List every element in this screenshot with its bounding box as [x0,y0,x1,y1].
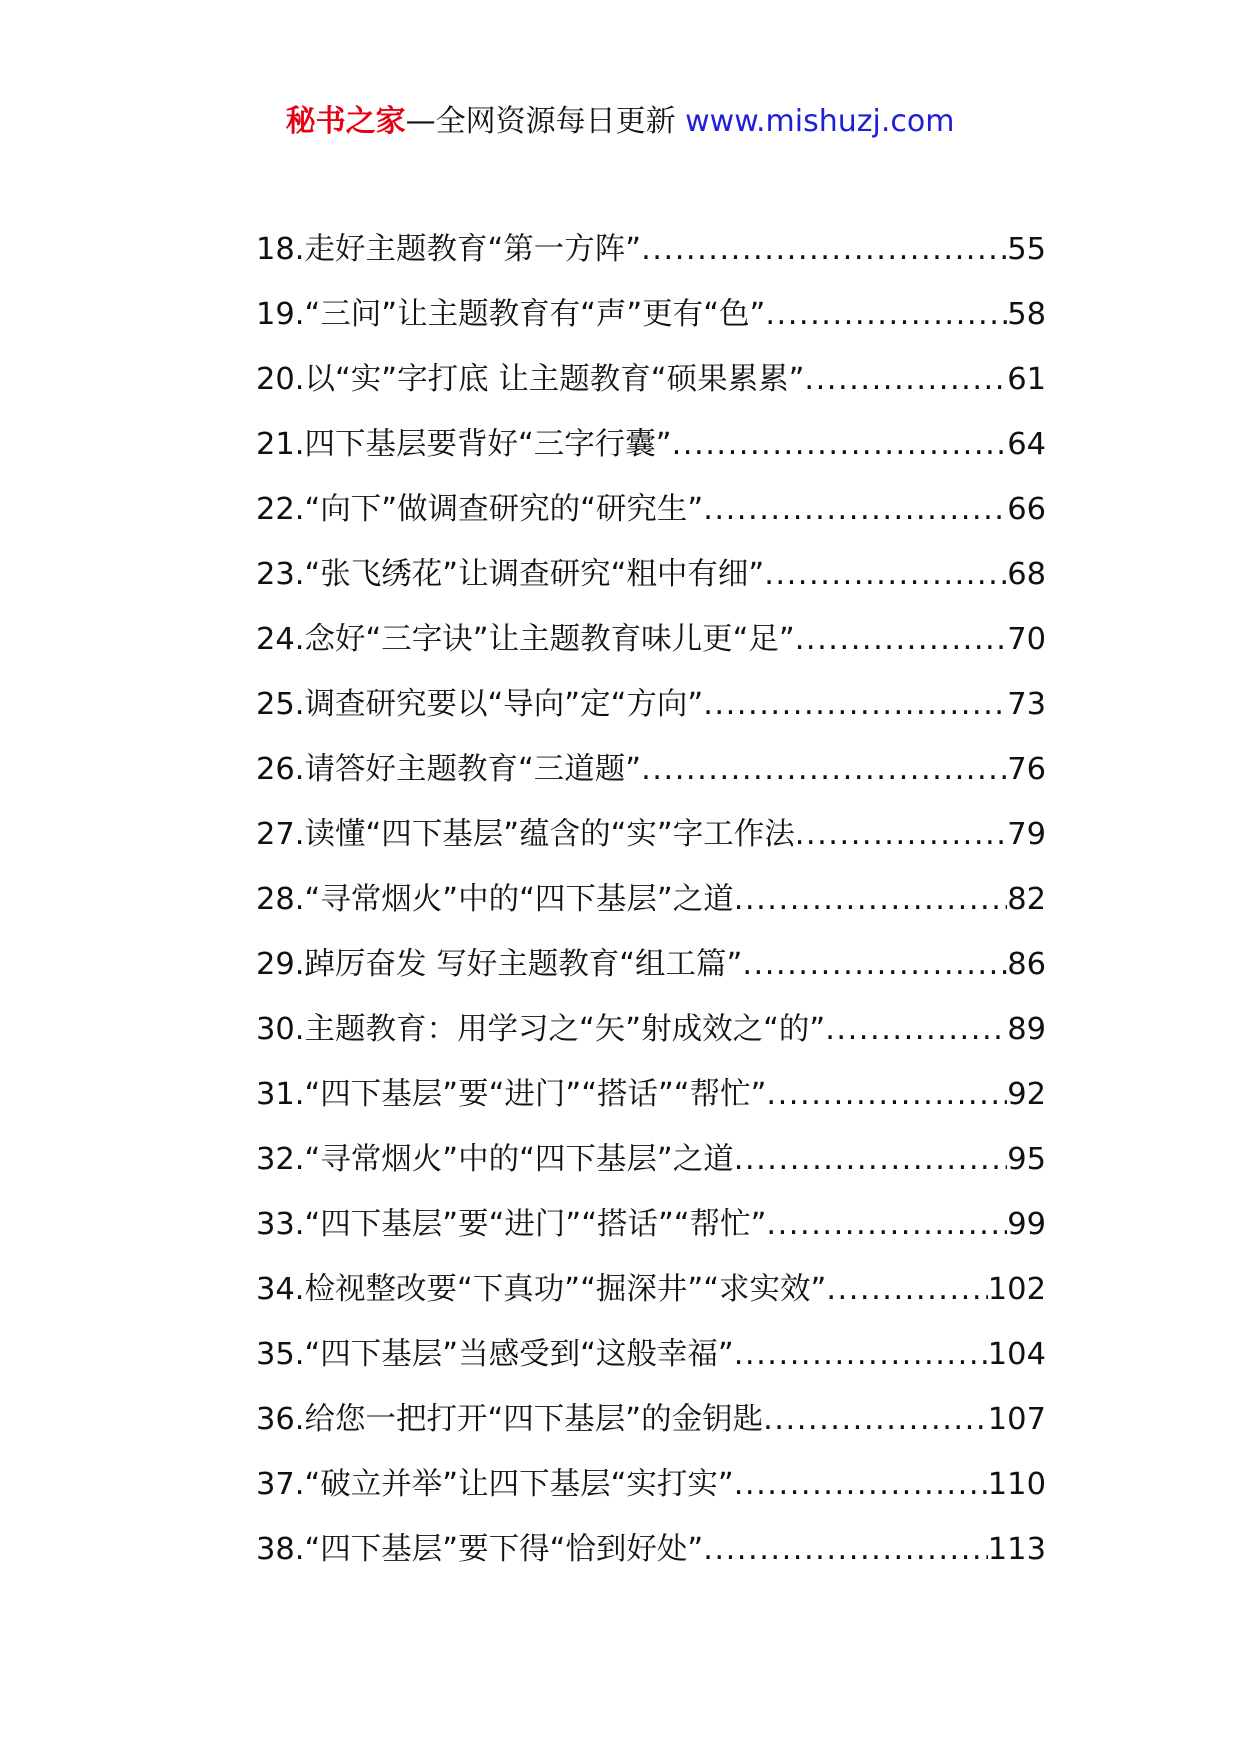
brand-name: 秘书之家 [285,104,406,139]
toc-entry-title: 38.“四下基层”要下得“恰到好处” [256,1532,704,1567]
toc-entry[interactable] [256,683,1046,748]
toc-entry[interactable] [256,228,1046,293]
toc-leader-dots [826,1268,987,1312]
toc-entry-title: 30.主题教育：用学习之“矢”射成效之“的” [256,1012,826,1047]
toc-leader-dots [766,1073,1007,1117]
toc-entry-title: 22.“向下”做调查研究的“研究生” [256,492,704,527]
toc-entry[interactable] [256,423,1046,488]
toc-entry[interactable] [256,943,1046,1008]
toc-entry-title: 24.念好“三字诀”让主题教育味儿更“足” [256,622,795,657]
page-header [0,100,1240,144]
toc-page-number: 55 [1007,232,1046,267]
toc-leader-dots [734,878,1007,922]
toc-page-number: 95 [1007,1142,1046,1177]
toc-entry[interactable] [256,293,1046,358]
toc-leader-dots [734,1138,1007,1182]
toc-leader-dots [765,293,1007,337]
toc-entry[interactable] [256,1203,1046,1268]
toc-entry-title: 28.“寻常烟火”中的“四下基层”之道 [256,882,734,917]
toc-page-number: 102 [987,1272,1046,1307]
toc-entry-title: 34.检视整改要“下真功”“掘深井”“求实效” [256,1272,827,1307]
toc-page-number: 99 [1007,1207,1046,1242]
header-slogan: —全网资源每日更新 [405,104,686,139]
toc-leader-dots [703,683,1007,727]
toc-entry[interactable] [256,1138,1046,1203]
toc-entry-title: 18.走好主题教育“第一方阵” [256,232,642,267]
toc-entry[interactable] [256,1528,1046,1593]
toc-entry-title: 27.读懂“四下基层”蕴含的“实”字工作法 [256,817,795,852]
toc-entry-title: 35.“四下基层”当感受到“这般幸福” [256,1337,734,1372]
toc-entry[interactable] [256,813,1046,878]
toc-entry-title: 20.以“实”字打底 让主题教育“硕果累累” [256,362,805,397]
toc-page-number: 89 [1007,1012,1046,1047]
toc-entry-title: 31.“四下基层”要“进门”“搭话”“帮忙” [256,1077,767,1112]
toc-leader-dots [825,1008,1007,1052]
site-url-link[interactable]: www.mishuzj.com [685,104,955,139]
toc-entry-title: 32.“寻常烟火”中的“四下基层”之道 [256,1142,734,1177]
table-of-contents [256,228,1046,1593]
toc-page-number: 58 [1007,297,1046,332]
toc-leader-dots [734,1333,988,1377]
toc-page-number: 64 [1007,427,1046,462]
toc-entry-title: 29.踔厉奋发 写好主题教育“组工篇” [256,947,743,982]
toc-page-number: 66 [1007,492,1046,527]
toc-leader-dots [764,553,1007,597]
toc-entry[interactable] [256,553,1046,618]
toc-entry[interactable] [256,878,1046,943]
toc-entry[interactable] [256,1333,1046,1398]
toc-entry-title: 23.“张飞绣花”让调查研究“粗中有细” [256,557,765,592]
toc-leader-dots [766,1203,1007,1247]
toc-page-number: 107 [987,1402,1046,1437]
toc-leader-dots [641,748,1007,792]
toc-leader-dots [703,488,1007,532]
toc-entry[interactable] [256,1398,1046,1463]
toc-entry[interactable] [256,1268,1046,1333]
toc-leader-dots [641,228,1007,272]
toc-entry[interactable] [256,488,1046,553]
toc-leader-dots [672,423,1008,467]
toc-page-number: 73 [1007,687,1046,722]
toc-entry-title: 25.调查研究要以“导向”定“方向” [256,687,704,722]
toc-entry[interactable] [256,358,1046,423]
toc-page-number: 86 [1007,947,1046,982]
toc-entry[interactable] [256,1073,1046,1138]
toc-entry[interactable] [256,1463,1046,1528]
toc-leader-dots [742,943,1007,987]
toc-entry[interactable] [256,748,1046,813]
toc-entry-title: 33.“四下基层”要“进门”“搭话”“帮忙” [256,1207,767,1242]
toc-page-number: 113 [987,1532,1046,1567]
toc-page-number: 104 [987,1337,1046,1372]
toc-leader-dots [763,1398,988,1442]
toc-leader-dots [795,813,1007,857]
toc-page-number: 68 [1007,557,1046,592]
toc-leader-dots [804,358,1007,402]
toc-page-number: 110 [987,1467,1046,1502]
toc-page-number: 79 [1007,817,1046,852]
toc-page-number: 82 [1007,882,1046,917]
toc-page-number: 70 [1007,622,1046,657]
toc-entry-title: 26.请答好主题教育“三道题” [256,752,642,787]
toc-page-number: 92 [1007,1077,1046,1112]
toc-page-number: 76 [1007,752,1046,787]
toc-leader-dots [703,1528,988,1572]
toc-entry-title: 37.“破立并举”让四下基层“实打实” [256,1467,734,1502]
toc-entry-title: 19.“三问”让主题教育有“声”更有“色” [256,297,766,332]
toc-entry[interactable] [256,1008,1046,1073]
toc-entry-title: 21.四下基层要背好“三字行囊” [256,427,672,462]
toc-leader-dots [795,618,1007,662]
toc-leader-dots [734,1463,988,1507]
toc-entry[interactable] [256,618,1046,683]
toc-page-number: 61 [1007,362,1046,397]
toc-entry-title: 36.给您一把打开“四下基层”的金钥匙 [256,1402,764,1437]
